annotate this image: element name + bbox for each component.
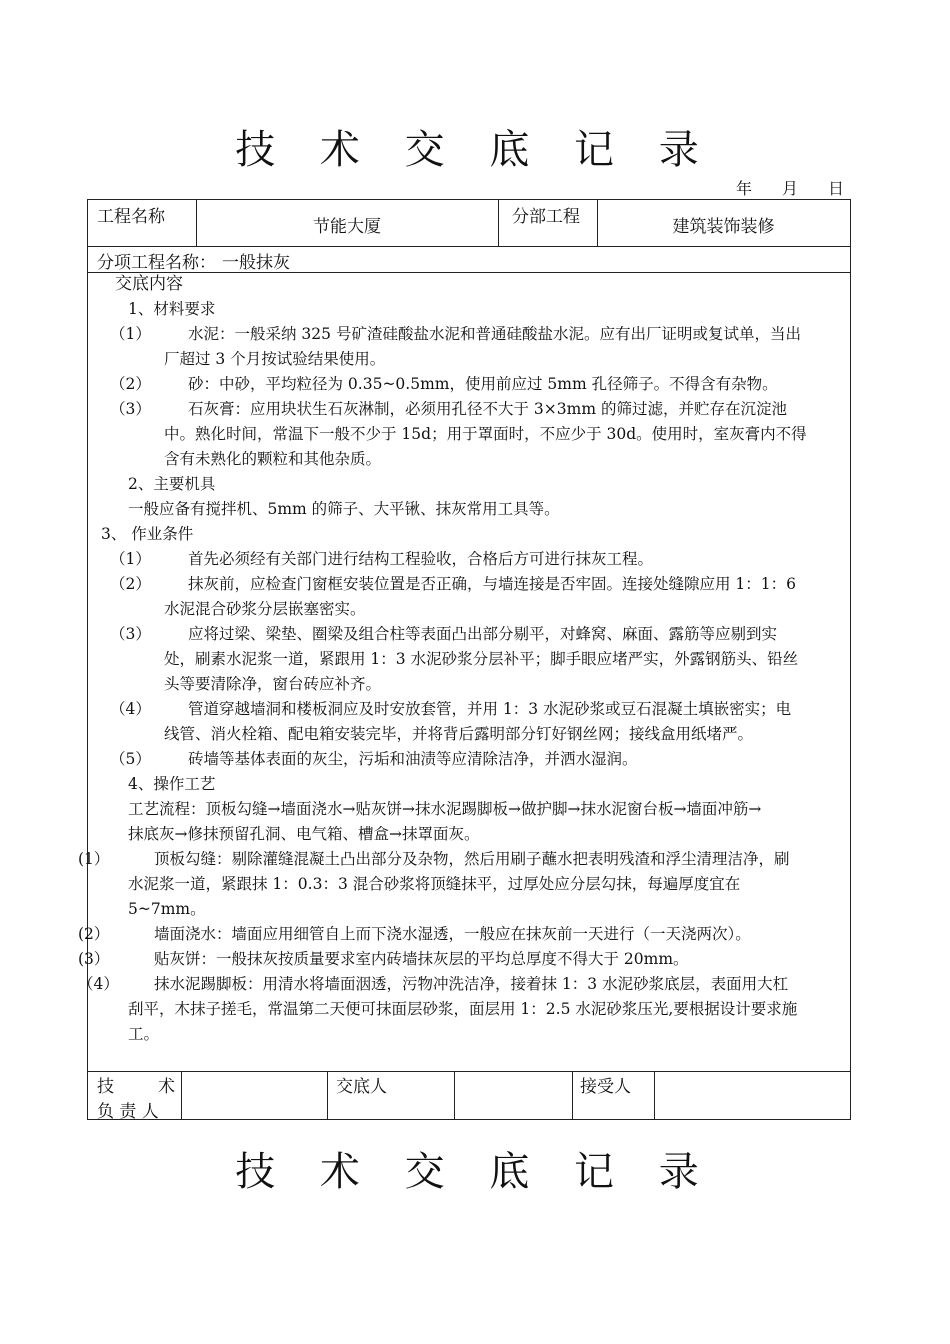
subitem-value: 一般抹灰 bbox=[222, 253, 290, 273]
content-heading: 交底内容 bbox=[115, 274, 183, 294]
col-divider bbox=[454, 1071, 455, 1120]
process-flow: 抹底灰→修抹预留孔洞、电气箱、槽盒→抹罩面灰。 bbox=[128, 825, 480, 843]
project-name-label: 工程名称 bbox=[97, 207, 165, 227]
list-item: （1） 水泥：一般采纳 325 号矿渣硅酸盐水泥和普通硅酸盐水泥。应有出厂证明或复试单，当出 厂超过 3 个月按试验结果使用。 bbox=[110, 325, 801, 368]
col-divider bbox=[327, 1071, 328, 1120]
page-title: 技 术 交 底 记 录 bbox=[235, 127, 715, 173]
process-flow: 工艺流程：顶板勾缝→墙面浇水→贴灰饼→抹水泥踢脚板→做护脚→抹水泥窗台板→墙面冲筋→ bbox=[128, 800, 762, 818]
date-month: 月 bbox=[782, 179, 799, 198]
list-item: (2） 墙面浇水：墙面应用细管自上而下浇水湿透，一般应在抹灰前一天进行（一天浇两次）。 bbox=[78, 925, 751, 943]
list-item: (1） 顶板勾缝：剔除灌缝混凝土凸出部分及杂物，然后用刷子蘸水把表明残渣和浮尘清理洁净，刷 水泥浆一道，紧跟抹 1：0.3：3 混合砂浆将顶缝抹平，过厚处应分层勾抹，每遍厚度宜在 5~7mm。 bbox=[78, 850, 790, 918]
page-title-next: 技 术 交 底 记 录 bbox=[235, 1149, 715, 1195]
list-item: （1） 首先必须经有关部门进行结构工程验收，合格后方可进行抹灰工程。 bbox=[110, 550, 654, 568]
col-divider bbox=[498, 200, 499, 246]
subitem-label: 分项工程名称： bbox=[97, 253, 216, 273]
list-item: （4） 抹水泥踢脚板：用清水将墙面洇透，污物冲洗洁净，接着抹 1：3 水泥砂浆底层，表面用大杠 刮平，木抹子搓毛，常温第二天便可抹面层砂浆，面层用 1：2.5 水泥砂浆压光,要根据设计要求施 工。 bbox=[78, 975, 798, 1043]
col-divider bbox=[654, 1071, 655, 1120]
receiver-label: 接受人 bbox=[580, 1077, 631, 1097]
tech-responsible-label: 技 术 负 责 人 bbox=[97, 1077, 175, 1122]
section-heading: 3、 作业条件 bbox=[101, 525, 194, 543]
date-year: 年 bbox=[736, 179, 753, 198]
list-item: (3） 贴灰饼：一般抹灰按质量要求室内砖墙抹灰层的平均总厚度不得大于 20mm。 bbox=[78, 950, 689, 968]
list-item: （5） 砖墙等基体表面的灰尘，污垢和油渍等应清除洁净，并洒水湿润。 bbox=[110, 750, 638, 768]
discloser-label: 交底人 bbox=[336, 1077, 387, 1097]
division-label: 分部工程 bbox=[512, 207, 580, 227]
list-item: （4） 管道穿越墙洞和楼板洞应及时安放套管，并用 1：3 水泥砂浆或豆石混凝土填嵌密实；电 线管、消火栓箱、配电箱安装完毕，并将背后露明部分钉好钢丝网；接线盒用纸堵严。 bbox=[110, 700, 792, 743]
col-divider bbox=[181, 1071, 182, 1120]
paragraph: 一般应备有搅拌机、5mm 的筛子、大平锹、抹灰常用工具等。 bbox=[128, 500, 560, 518]
division-value: 建筑装饰装修 bbox=[672, 217, 775, 237]
section-heading: 1、材料要求 bbox=[128, 300, 216, 318]
date-line bbox=[736, 176, 848, 199]
list-item: （3） 应将过梁、梁垫、圈梁及组合柱等表面凸出部分剔平，对蜂窝、麻面、露筋等应剔到实 处，刷素水泥浆一道，紧跟用 1：3 水泥砂浆分层补平；脚手眼应堵严实，外露钢筋头、铅丝 头等要清除净，窗台砖应补齐。 bbox=[110, 625, 799, 693]
disclosure-content bbox=[78, 272, 850, 1047]
project-name-value: 节能大厦 bbox=[313, 217, 381, 237]
date-day: 日 bbox=[828, 179, 845, 198]
row-divider bbox=[88, 246, 850, 247]
section-heading: 4、操作工艺 bbox=[128, 775, 216, 793]
subitem-row bbox=[97, 248, 290, 273]
row-divider bbox=[88, 1071, 850, 1072]
list-item: （2） 砂：中砂，平均粒径为 0.35~0.5mm，使用前应过 5mm 孔径筛子。不得含有杂物。 bbox=[110, 375, 778, 393]
section-heading: 2、主要机具 bbox=[128, 475, 216, 493]
col-divider bbox=[572, 1071, 573, 1120]
list-item: （3） 石灰膏：应用块状生石灰淋制，必须用孔径不大于 3×3mm 的筛过滤，并贮存在沉淀池 中。熟化时间，常温下一般不少于 15d；用于罩面时，不应少于 30d。使用时，室灰膏内不得 含有未熟化的颗粒和其他杂质。 bbox=[110, 400, 807, 468]
list-item: （2） 抹灰前，应检查门窗框安装位置是否正确，与墙连接是否牢固。连接处缝隙应用 1：1：6 水泥混合砂浆分层嵌塞密实。 bbox=[110, 575, 797, 618]
